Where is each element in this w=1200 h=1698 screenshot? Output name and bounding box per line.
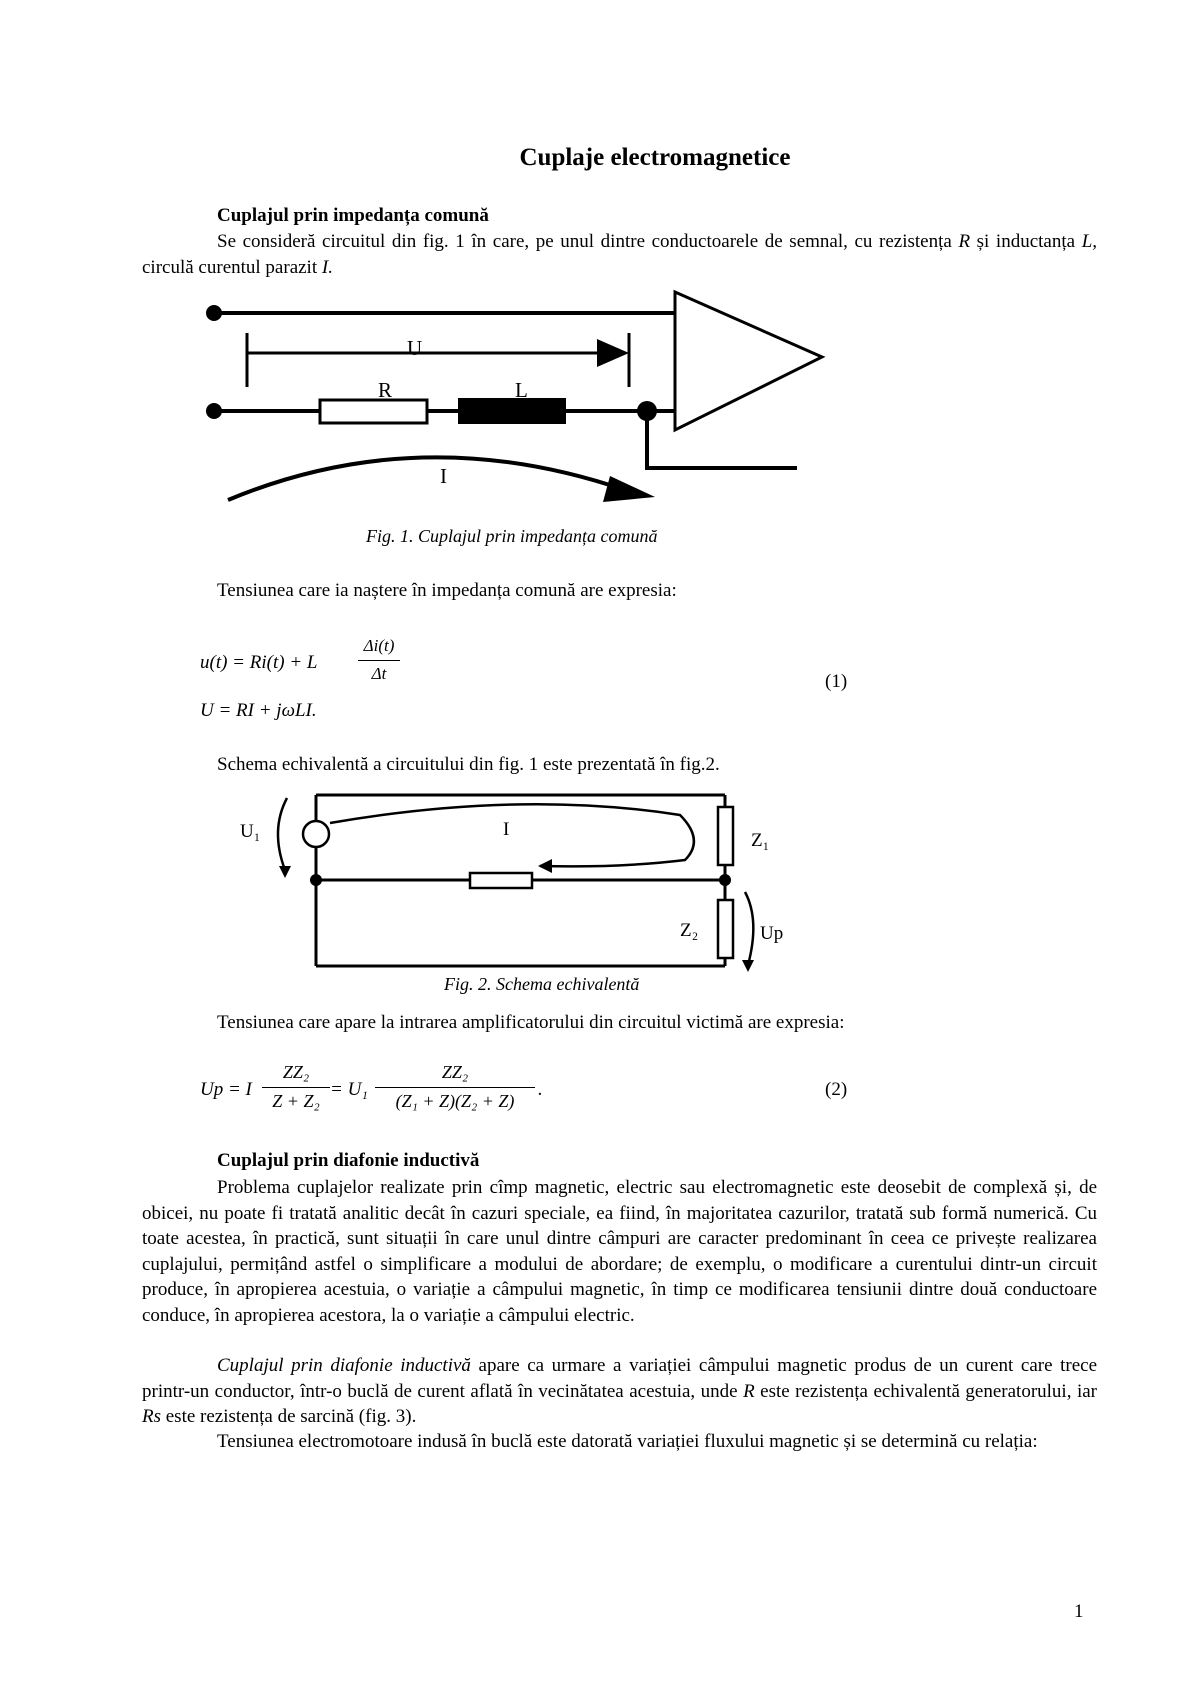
fig1-caption: Fig. 1. Cuplajul prin impedanța comună	[366, 526, 658, 546]
fig2-junction-left	[310, 874, 322, 886]
fig2-label-i: I	[503, 819, 510, 840]
eq2-frac2-den: (Z₁ + Z)(Z₂ + Z)	[395, 1091, 515, 1111]
eq1-frac-den: Δt	[371, 664, 387, 683]
fig2-up-arrowhead	[742, 960, 754, 972]
intro-text-2: și inductanța	[970, 231, 1082, 252]
section2-para3-text: Tensiunea electromotoare indusă în buclă este datorată variației fluxului magnetic și se determină cu relația:	[217, 1431, 1038, 1452]
eq1-line2: U = RI + jωLI.	[200, 700, 317, 721]
section2-para2	[142, 1353, 1097, 1430]
eq2-frac2-num: ZZ₂	[441, 1062, 469, 1082]
eq2-number: (2)	[825, 1079, 848, 1100]
eq1-lhs: u(t) = Ri(t) + L	[200, 652, 318, 673]
text-schema: Schema echivalentă a circuitului din fig. 1 este prezentată în fig.2.	[217, 754, 720, 775]
fig1-label-l: L	[515, 378, 528, 402]
eq2-frac1-num: ZZ₂	[282, 1062, 310, 1082]
eq2-mid: = U₁	[330, 1079, 368, 1100]
section2-para2-text-3: este rezistența de sarcină (fig. 3).	[161, 1406, 417, 1427]
eq2-lhs: Up = I	[200, 1079, 252, 1100]
fig2-resistor-z	[470, 873, 532, 888]
section2-para1	[142, 1175, 1097, 1328]
eq2-end: .	[538, 1079, 543, 1100]
fig2-current-arrowhead	[538, 859, 552, 873]
eq1-frac-num: Δi(t)	[363, 636, 395, 655]
fig2-u1-arrowhead	[279, 866, 291, 878]
intro-symbol-r: R	[958, 231, 971, 252]
section2-para2-italic: Cuplajul prin diafonie inductivă	[217, 1355, 471, 1376]
fig2-current-loop	[330, 804, 694, 866]
fig2-resistor-z1	[718, 807, 733, 865]
fig1-label-i: I	[440, 464, 447, 488]
fig2-junction-right	[719, 874, 731, 886]
fig1-label-r: R	[378, 378, 393, 402]
eq2-frac1-bar	[262, 1087, 330, 1088]
section2-para2-symbol-rs: Rs	[142, 1406, 161, 1427]
section2-para2-text-2: este rezistența echivalentă generatorului, iar	[754, 1380, 1097, 1402]
section-heading-inductive: Cuplajul prin diafonie inductivă	[217, 1150, 480, 1171]
fig2-label-z1: Z₁	[751, 830, 770, 851]
section2-para2-symbol-r: R	[743, 1380, 755, 1402]
fig2-resistor-z2	[718, 900, 733, 958]
fig2-caption: Fig. 2. Schema echivalentă	[444, 974, 640, 994]
eq2-frac1-den: Z + Z₂	[272, 1091, 320, 1111]
fig2-label-up: Up	[760, 923, 784, 944]
fig2-label-u1: U₁	[240, 821, 261, 842]
intro-text-1: Se consideră circuitul din fig. 1 în care, pe unul dintre conductoarele de semnal, cu rezistența	[217, 231, 959, 252]
text-tension-common: Tensiunea care ia naștere în impedanța comună are expresia:	[217, 580, 677, 601]
intro-text-3: circulă curentul parazit	[142, 256, 322, 278]
fig2-source-u1	[303, 821, 329, 847]
section2-para2-text-1: apare ca urmare a variației câmpului magnetic produs de un curent care trece printr-un conductor, într-o buclă de curent aflată în vecinătatea acestuia, unde	[142, 1355, 1098, 1402]
fig2-label-z2: Z₂	[680, 920, 699, 941]
eq2-frac2-bar	[375, 1087, 535, 1088]
section2-para1-text: Problema cuplajelor realizate prin cîmp magnetic, electric sau electromagnetic este deosebit de complexă și, de obicei, nu poate fi tratată analitic decât în cazuri speciale, ea fiind, în majoritatea cazurilor, tratată sub formă numerică. Cu toate acestea, în practică, sunt situații în care unul dintre câmpuri are caracter predominant în ceea ce privește realizarea cuplajului, permițând astfel o simplificare a modului de abordare; de exemplu, o modificare a curentului dintr-un circuit produce, în apropierea acestuia, o variație a câmpului magnetic, în timp ce modificarea tensiunii dintre două conductoare conduce, în apropierea acestora, la o variație a câmpului electric.	[142, 1177, 1097, 1326]
fig1-label-u: U	[407, 336, 423, 360]
eq1-number: (1)	[825, 671, 848, 692]
text-tension-amp: Tensiunea care apare la intrarea amplificatorului din circuitul victimă are expresia:	[217, 1012, 845, 1033]
page-number: 1	[1074, 1601, 1084, 1622]
fig2-up-arrow	[745, 892, 753, 965]
section-heading-impedance: Cuplajul prin impedanța comună	[217, 205, 489, 226]
intro-symbol-i: I.	[321, 256, 333, 278]
fig2-u1-arrow	[278, 798, 287, 870]
intro-symbol-l: L,	[1081, 231, 1098, 252]
section2-para3	[142, 1429, 1097, 1455]
page-title: Cuplaje electromagnetice	[519, 144, 791, 171]
